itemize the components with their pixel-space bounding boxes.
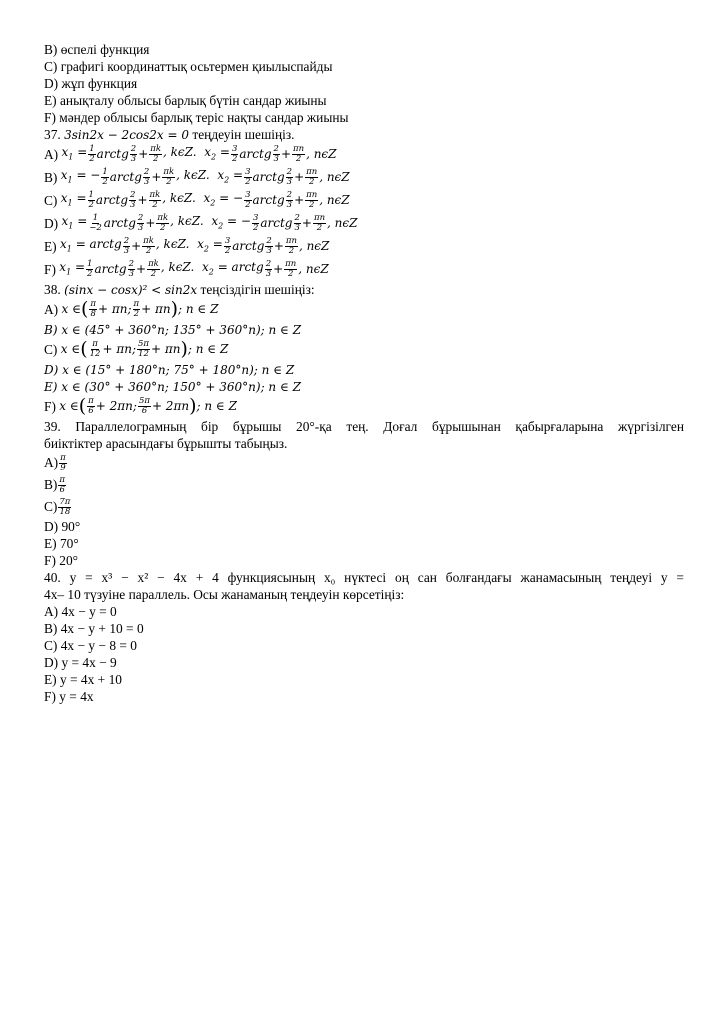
q39-option-d: D) 90°: [44, 519, 81, 534]
option-letter: B): [44, 170, 58, 185]
q37-option-e: E) $x_1$ = arctg 2 3 + $\frac{\pi k}{2}$ , kϵZ. $x_2$ = $\frac{3}{2}$ arctg 2 3 + $\frac{\pi n}{2}$ , nϵZ: [44, 236, 330, 256]
q38-option-e: E) x ∈ (30° + 360°n; 150° + 360°n); n ∈ Z: [44, 380, 301, 394]
question-39-line1: 39. Параллелограмның бір бұрышы 20°-қа тең. Доғал бұрышынан қабырғаларына жүргізілген: [44, 419, 684, 434]
q38-option-d: D) x ∈ (15° + 180°n; 75° + 180°n); n ∈ Z: [44, 363, 295, 377]
question-equation: 3sin2x − 2cos2x = 0: [64, 128, 190, 142]
option-d: D) жұп функция: [44, 76, 138, 91]
option-e: E) анықталу облысы барлық бүтін сандар жиыны: [44, 93, 327, 108]
option-letter: C): [44, 342, 58, 357]
q37-option-c: C) $x_1$ = $\frac{1}{2}$ arctg 2 3 + $\frac{\pi k}{2}$ , kϵZ. $x_2$ = − $\frac{3}{2}$ arctg 2 3 + $\frac{\pi n}{2}$ , nϵZ: [44, 190, 350, 210]
question-39-line2: биіктіктер арасындағы бұрышты табыңыз.: [44, 436, 288, 451]
option-letter: C): [44, 193, 58, 208]
option-letter: F): [44, 399, 56, 414]
question-text: теңсіздігін шешіңіз:: [200, 282, 315, 297]
q38-option-c: C) x ∈ ( π 12 + πn; 5π 12 + πn ) ; n ∈ Z: [44, 338, 229, 360]
option-c: C) графигі координаттық осьтермен қиылыспайды: [44, 59, 333, 74]
q39-option-c: C) 7π 18: [44, 496, 71, 517]
q40-option-d: D) y = 4x − 9: [44, 655, 117, 670]
q37-option-d: D) $x_1$ = $\frac{1}{-2}$ arctg 2 3 + $\frac{\pi k}{2}$ , kϵZ. $x_2$ = − $\frac{3}{2}$ arctg 2 3 + $\frac{\pi n}{2}$ , nϵZ: [44, 213, 358, 233]
q40-option-c: C) 4x − y − 8 = 0: [44, 638, 137, 653]
q40-option-b: B) 4x − y + 10 = 0: [44, 621, 144, 636]
q38-option-b: B) x ∈ (45° + 360°n; 135° + 360°n); n ∈ Z: [44, 323, 302, 337]
q39-option-f: F) 20°: [44, 553, 78, 568]
option-letter: F): [44, 262, 56, 277]
q40-option-f: F) y = 4x: [44, 689, 94, 704]
question-text: теңдеуін шешіңіз.: [192, 127, 295, 142]
option-letter: D): [44, 216, 59, 231]
q39-option-e: E) 70°: [44, 536, 79, 551]
question-40-line2: 4x– 10 түзуіне параллель. Осы жанаманың теңдеуін көрсетіңіз:: [44, 587, 405, 602]
q39-option-b: B) π 6: [44, 474, 65, 495]
question-38: [44, 281, 684, 298]
question-number: 38.: [44, 282, 61, 297]
q37-option-a: A) $x_1$ = $\frac{1}{2}$ arctg 2 3 + $\frac{\pi k}{2}$ , kϵZ. $x_2$ = $\frac{3}{2}$ arctg 2 3 + $\frac{\pi n}{2}$ , nϵZ: [44, 144, 337, 164]
option-f: F) мәндер облысы барлық теріс нақты сандар жиыны: [44, 110, 349, 125]
q38-option-a: A) x ∈ ( π 8 + πn; π 2 + πn ) ; n ∈ Z: [44, 298, 219, 320]
option-letter: E): [44, 239, 57, 254]
q39-option-a: A) π 9: [44, 452, 66, 473]
question-inequality: (sinx − cosx)² < sin2x: [64, 283, 198, 297]
q37-option-b: B) $x_1$ = − $\frac{1}{2}$ arctg 2 3 + $\frac{\pi k}{2}$ , kϵZ. $x_2$ = $\frac{3}{2}$ arctg 2 3 + $\frac{\pi n}{2}$ , nϵZ: [44, 167, 350, 187]
option-letter: A): [44, 302, 59, 317]
option-b: B) өспелі функция: [44, 42, 150, 57]
q37-option-f: F) $x_1$ = $\frac{1}{2}$ arctg 2 3 + $\frac{\pi k}{2}$ , kϵZ. $x_2$ = arctg 2 3 + $\frac{\pi n}{2}$ , nϵZ: [44, 259, 329, 279]
q38-option-f: F) x ∈ ( π 6 + 2πn; 5π 6 + 2πn ) ; n ∈ Z: [44, 395, 237, 417]
q40-option-e: E) y = 4x + 10: [44, 672, 122, 687]
option-letter: A): [44, 147, 59, 162]
question-40-line1: 40. y = x³ − x² − 4x + 4 функциясының x₀ нүктесі оң сан болғандағы жанамасының теңдеуі y =: [44, 570, 684, 585]
q40-option-a: A) 4x − y = 0: [44, 604, 117, 619]
question-37: [44, 126, 684, 143]
question-number: 37.: [44, 127, 61, 142]
document-page: [44, 41, 684, 705]
